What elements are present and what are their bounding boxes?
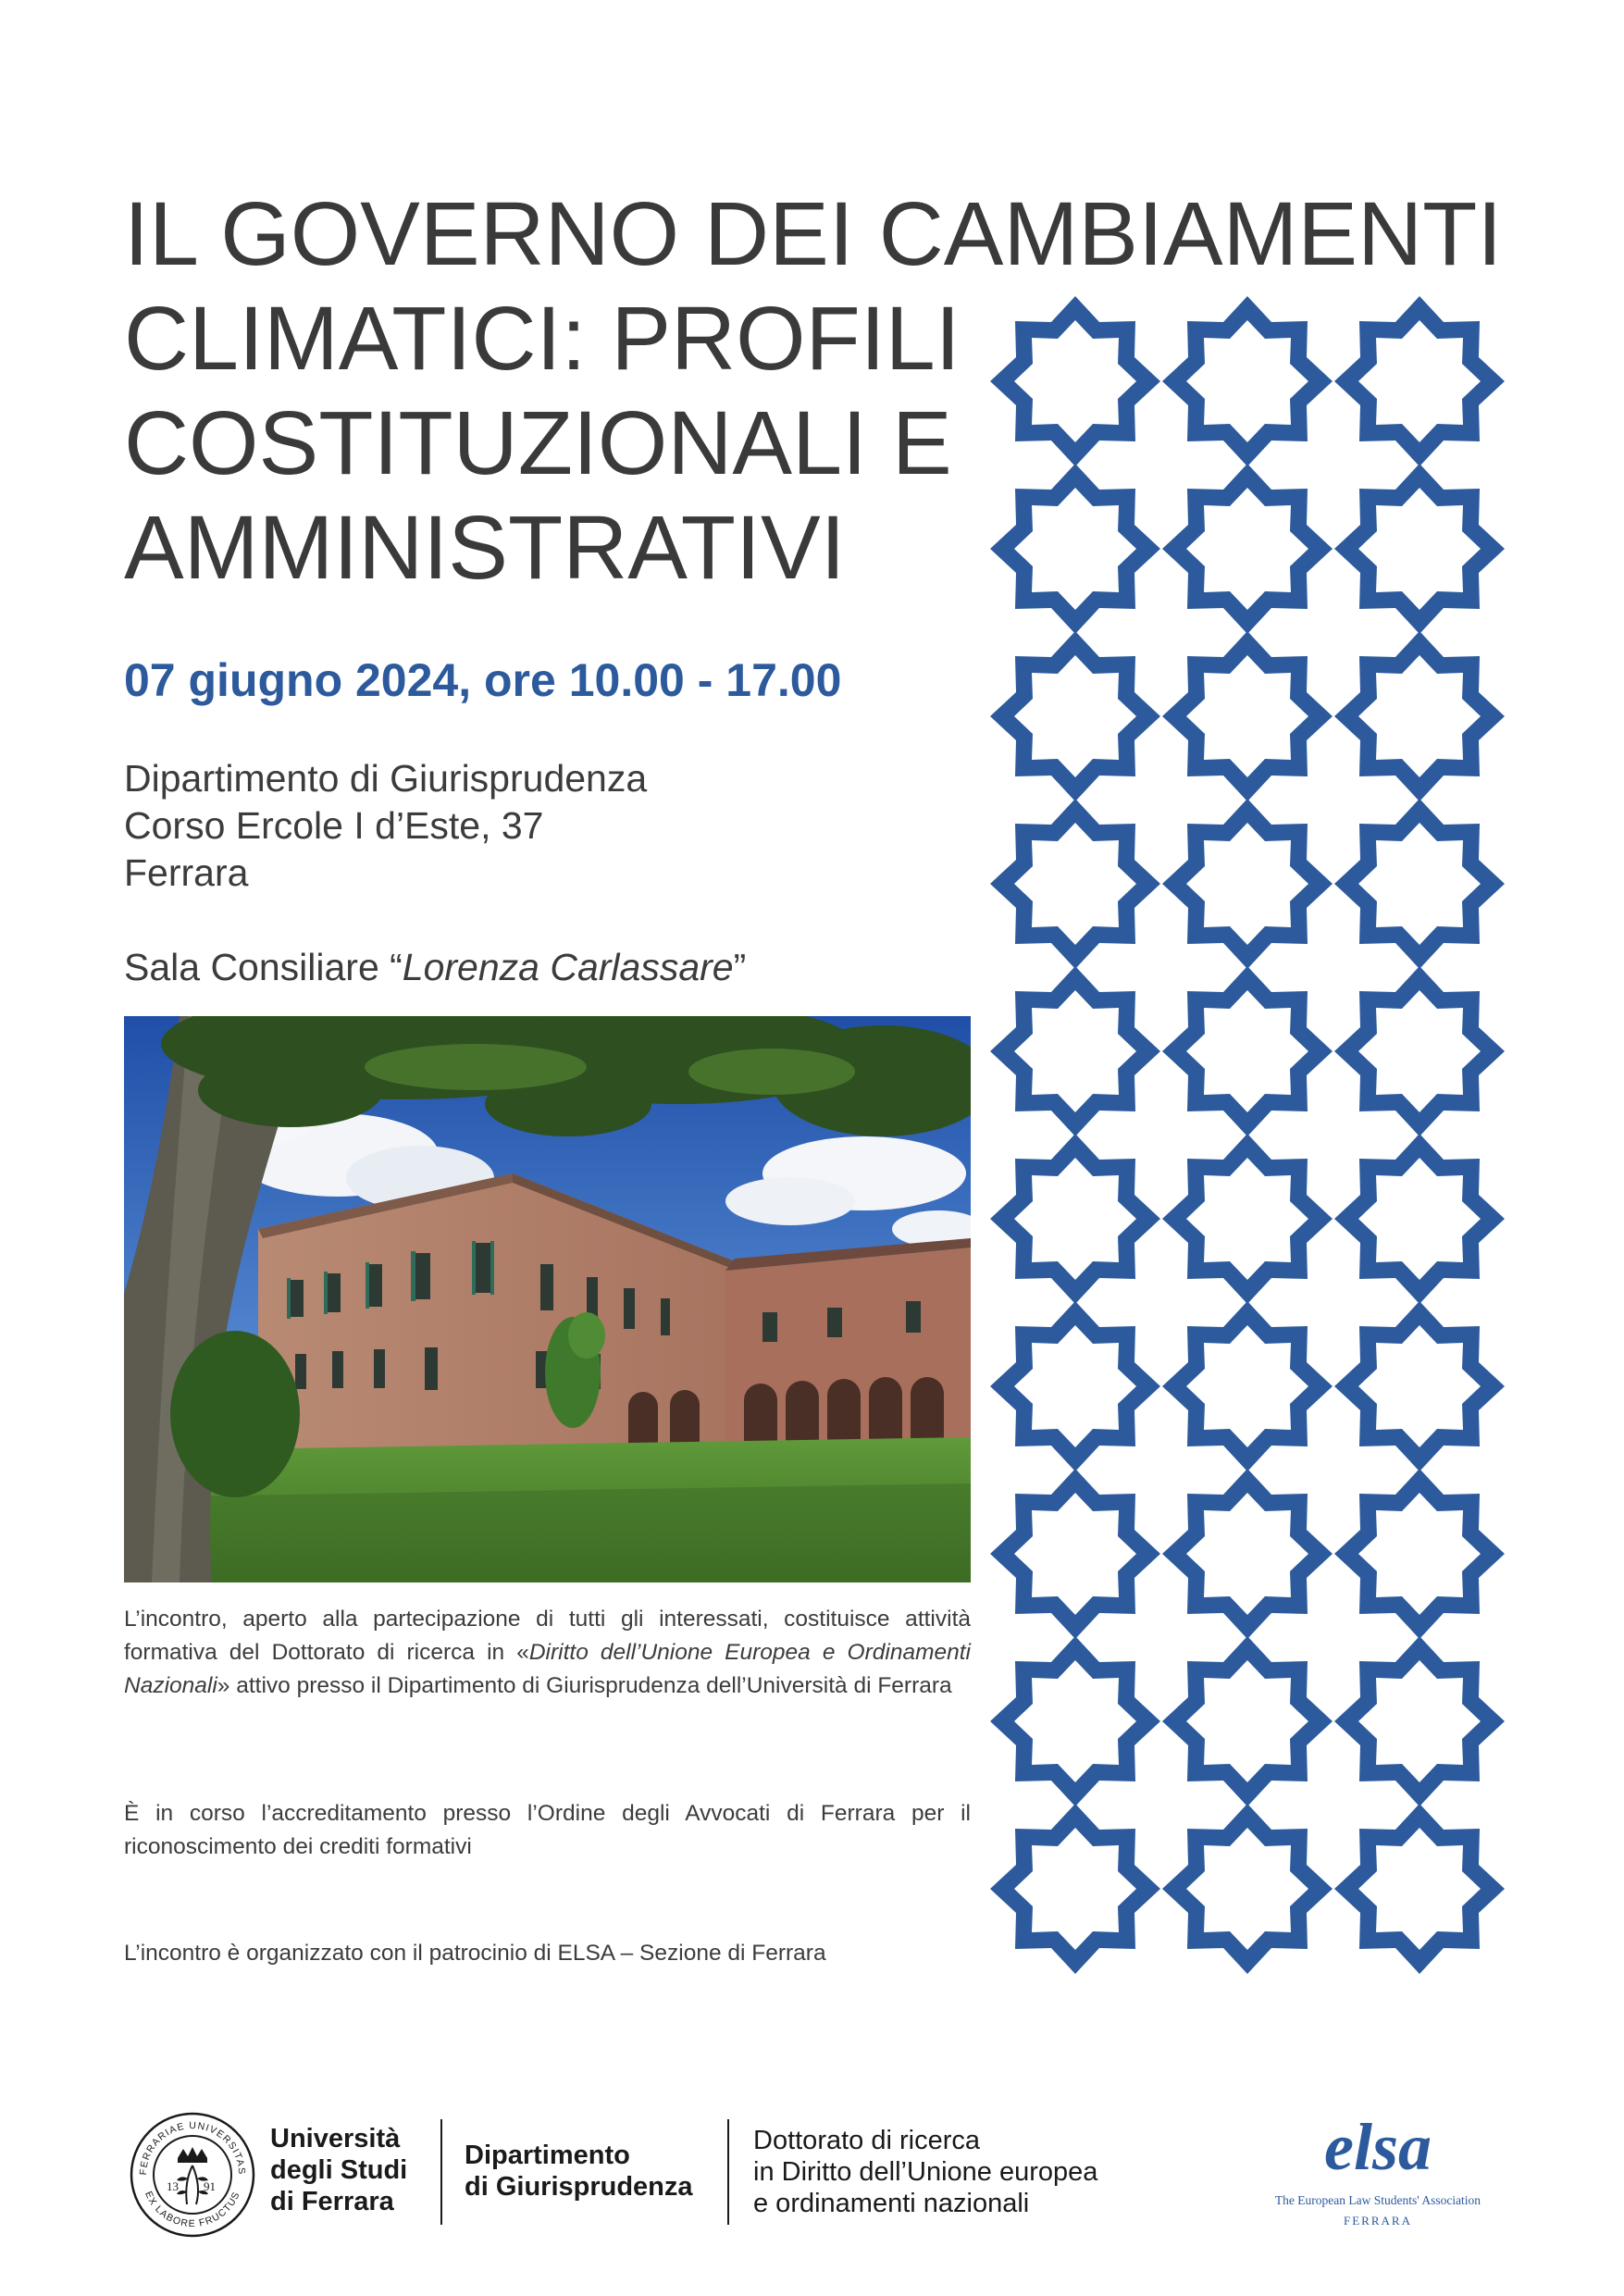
event-title-line-4: AMMINISTRATIVI [124, 497, 846, 598]
university-line-3: di Ferrara [270, 2187, 394, 2216]
doctorate-line-3: e ordinamenti nazionali [753, 2189, 1030, 2218]
star-motif [990, 631, 1160, 801]
star-motif [1334, 464, 1505, 634]
room-suffix: ” [733, 946, 747, 988]
star-motif [1162, 1469, 1333, 1639]
elsa-wordmark: elsa [1324, 2110, 1432, 2184]
star-motif [1162, 1636, 1333, 1806]
star-motif [1334, 1636, 1505, 1806]
star-motif [1162, 1134, 1333, 1304]
star-motif [1162, 296, 1333, 466]
doctorate-line-2: in Diritto dell’Unione europea [753, 2157, 1098, 2187]
event-title-line-1: IL GOVERNO DEI CAMBIAMENTI [124, 183, 1503, 284]
department-name [465, 2140, 693, 2203]
university-name [270, 2123, 407, 2217]
venue-line-3: Ferrara [124, 851, 249, 894]
star-motif [990, 1301, 1160, 1471]
star-motif [1162, 1301, 1333, 1471]
event-title-line-3: COSTITUZIONALI E [124, 392, 952, 493]
elsa-logo [1262, 2110, 1494, 2249]
building-photo [124, 1016, 971, 1582]
star-motif [990, 296, 1160, 466]
star-motif [1334, 1301, 1505, 1471]
star-motif [990, 799, 1160, 969]
seal-right-number: 91 [204, 2179, 216, 2193]
star-motif [990, 966, 1160, 1136]
star-motif [1162, 966, 1333, 1136]
venue-address [124, 755, 647, 897]
footer-divider [727, 2119, 729, 2225]
venue-line-1: Dipartimento di Giurisprudenza [124, 757, 648, 800]
star-motif [1162, 631, 1333, 801]
star-motif [1334, 1469, 1505, 1639]
star-motif [1162, 799, 1333, 969]
star-pattern-decoration [990, 296, 1505, 1976]
university-line-1: Università [270, 2124, 401, 2153]
star-motif [1334, 631, 1505, 801]
event-date-time: 07 giugno 2024, ore 10.00 - 17.00 [124, 654, 842, 706]
svg-text:EX LABORE FRUCTUS [143, 2190, 242, 2229]
room-name [124, 946, 746, 989]
doctorate-program [753, 2125, 1097, 2219]
room-prefix: Sala Consiliare “ [124, 946, 403, 988]
seal-ring-bottom: EX LABORE FRUCTUS [143, 2190, 242, 2230]
star-motif [990, 1469, 1160, 1639]
department-line-1: Dipartimento [465, 2141, 630, 2170]
star-motif [990, 1804, 1160, 1974]
star-motif [990, 1134, 1160, 1304]
seal-ring-top: FERRARIAE UNIVERSITAS [137, 2119, 248, 2176]
event-title-line-2: CLIMATICI: PROFILI [124, 288, 961, 389]
elsa-city: FERRARA [1344, 2214, 1412, 2228]
footer-divider [440, 2119, 442, 2225]
doctorate-name-italic: Diritto dell’Unione Europea e Ordinamenti Nazionali [124, 1640, 971, 1698]
university-line-2: degli Studi [270, 2155, 408, 2185]
room-name-italic: Lorenza Carlassare [402, 946, 734, 988]
star-motif [990, 1636, 1160, 1806]
star-motif [1334, 966, 1505, 1136]
description-paragraph [124, 1603, 971, 1703]
star-motif [1162, 1804, 1333, 1974]
elsa-subtitle: The European Law Students' Association [1274, 2193, 1481, 2207]
venue-line-2: Corso Ercole I d’Este, 37 [124, 804, 544, 847]
seal-left-number: 13 [167, 2179, 179, 2193]
star-motif [1334, 799, 1505, 969]
star-motif [1334, 1134, 1505, 1304]
university-seal-icon [130, 2112, 255, 2238]
sponsorship-paragraph: L’incontro è organizzato con il patrocinio di ELSA – Sezione di Ferrara [124, 1941, 826, 1966]
description-text-1: L’incontro, aperto alla partecipazione di tutti gli interessati, costituisce attività formativa del Dottorato di ricerca in « [124, 1607, 971, 1665]
department-line-2: di Giurisprudenza [465, 2172, 693, 2202]
star-motif [990, 464, 1160, 634]
description-text-2: » attivo presso il Dipartimento di Giurisprudenza dell’Università di Ferrara [217, 1673, 952, 1698]
accreditation-paragraph: È in corso l’accreditamento presso l’Ordine degli Avvocati di Ferrara per il riconoscimento dei crediti formativi [124, 1801, 971, 1859]
doctorate-line-1: Dottorato di ricerca [753, 2126, 980, 2155]
star-motif [1334, 1804, 1505, 1974]
star-motif [1334, 296, 1505, 466]
star-motif [1162, 464, 1333, 634]
